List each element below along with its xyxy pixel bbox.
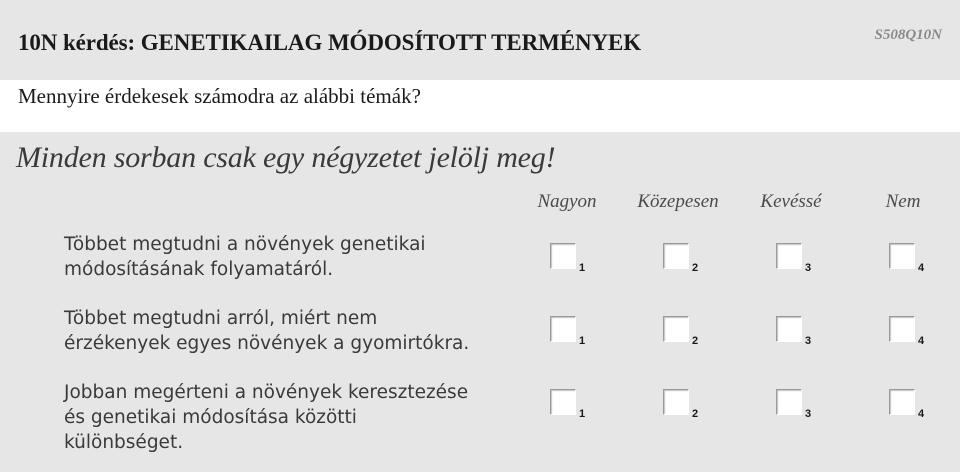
- row-1-line-1: Többet megtudni a növények genetikai: [64, 234, 426, 255]
- option-number: 3: [805, 335, 812, 347]
- row-2-line-1: Többet megtudni arról, miért nem: [64, 308, 378, 329]
- row-2-option-1[interactable]: [550, 316, 590, 348]
- row-2-option-2[interactable]: [663, 316, 703, 348]
- option-number: 4: [918, 335, 925, 347]
- row-3-option-2[interactable]: [663, 389, 703, 421]
- row-3-option-4[interactable]: [889, 389, 929, 421]
- checkbox[interactable]: [889, 243, 915, 269]
- column-header-nem: Nem: [885, 191, 921, 212]
- option-number: 3: [805, 262, 812, 274]
- option-number: 2: [692, 335, 699, 347]
- question-code: S508Q10N: [874, 27, 942, 43]
- option-number: 1: [579, 335, 586, 347]
- row-1-option-2[interactable]: [663, 243, 703, 275]
- row-2-line-2: érzékenyek egyes növények a gyomirtókra.: [64, 333, 470, 354]
- checkbox[interactable]: [663, 243, 689, 269]
- checkbox[interactable]: [550, 316, 576, 342]
- option-number: 2: [692, 408, 699, 420]
- checkbox[interactable]: [663, 389, 689, 415]
- question-title: 10N kérdés: GENETIKAILAG MÓDOSÍTOTT TERMÉNYEK: [18, 30, 641, 55]
- row-2-statement: [64, 306, 524, 356]
- row-3-line-3: különbséget.: [64, 432, 184, 453]
- row-2-option-3[interactable]: [776, 316, 816, 348]
- checkbox[interactable]: [663, 316, 689, 342]
- row-3-option-1[interactable]: [550, 389, 590, 421]
- option-number: 4: [918, 262, 925, 274]
- column-header-kozepesen: Közepesen: [637, 191, 719, 212]
- row-3-statement: [64, 380, 524, 455]
- checkbox[interactable]: [550, 243, 576, 269]
- row-2-option-4[interactable]: [889, 316, 929, 348]
- option-number: 1: [579, 408, 586, 420]
- row-1-statement: [64, 232, 524, 282]
- instruction-text: Minden sorban csak egy négyzetet jelölj meg!: [16, 141, 556, 174]
- row-1-line-2: módosításának folyamatáról.: [64, 259, 334, 280]
- column-header-nagyon: Nagyon: [537, 191, 597, 212]
- row-1-option-3[interactable]: [776, 243, 816, 275]
- checkbox[interactable]: [776, 389, 802, 415]
- row-3-line-2: és genetikai módosítása közötti: [64, 407, 357, 428]
- option-number: 2: [692, 262, 699, 274]
- row-1-option-1[interactable]: [550, 243, 590, 275]
- row-1-option-4[interactable]: [889, 243, 929, 275]
- question-text: Mennyire érdekesek számodra az alábbi témák?: [18, 84, 421, 108]
- checkbox[interactable]: [889, 316, 915, 342]
- column-header-kevesse: Kevéssé: [760, 191, 822, 212]
- checkbox[interactable]: [776, 243, 802, 269]
- checkbox[interactable]: [550, 389, 576, 415]
- checkbox[interactable]: [776, 316, 802, 342]
- row-3-option-3[interactable]: [776, 389, 816, 421]
- option-number: 1: [579, 262, 586, 274]
- checkbox[interactable]: [889, 389, 915, 415]
- row-3-line-1: Jobban megérteni a növények keresztezése: [64, 382, 469, 403]
- option-number: 3: [805, 408, 812, 420]
- option-number: 4: [918, 408, 925, 420]
